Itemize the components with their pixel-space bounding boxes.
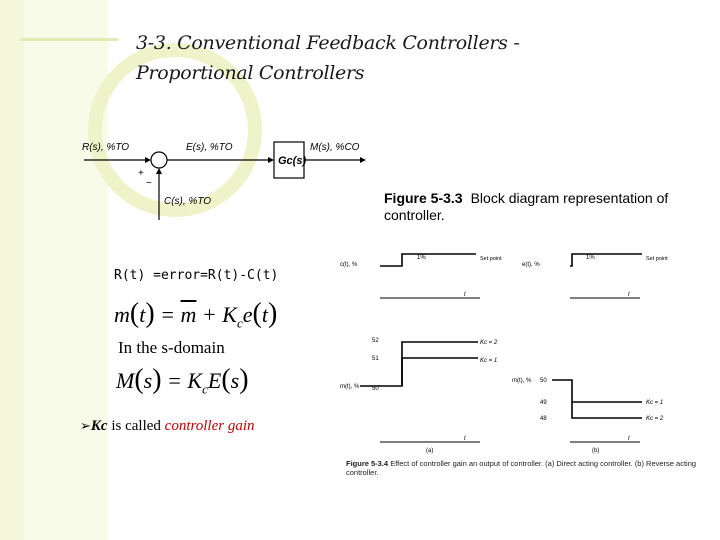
title-line-1: 3-3. Conventional Feedback Controllers - (136, 32, 520, 54)
plot-step-left-top: 1% (417, 255, 426, 261)
s-domain-label: In the s-domain (118, 338, 225, 357)
error-equation: R(t) =error=R(t)-C(t) (114, 268, 279, 283)
plot-setpoint-left-top: Set point (480, 256, 502, 262)
e-label: E(s), %TO (186, 142, 233, 153)
figure-5-3-3-number: Figure 5-3.3 (384, 190, 463, 206)
figure-5-3-3-text: Block diagram representation of controller. (384, 190, 669, 223)
plot-ylabel-right-top: e(t), % (522, 262, 540, 268)
plot-kc-right-low: Kc = 2 (646, 416, 664, 422)
figure-5-3-4-text: Effect of controller gain an output of controller. (a) Direct acting controller. (b) Reverse acting controller. (346, 459, 697, 477)
plot-panel-b: (b) (592, 448, 600, 454)
plot-xlabel-right-bottom: t (628, 436, 630, 442)
arrow-bullet-icon: ➢ (80, 419, 91, 434)
r-label: R(s), %TO (82, 142, 130, 153)
left-band-light (24, 0, 108, 540)
figure-5-3-3-caption (384, 190, 684, 224)
plot-kc-left-low: Kc = 1 (480, 358, 498, 364)
block-diagram (80, 132, 370, 222)
left-band (0, 0, 24, 540)
plot-kc-right-high: Kc = 1 (646, 400, 664, 406)
plot-setpoint-right-top: Set point (646, 256, 668, 262)
time-domain-equation: $m(t) = \overline{m} + K_ce(t)$ (114, 298, 278, 331)
plot-tick-right-50: 50 (540, 378, 547, 384)
gc-label: Gc(s) (278, 155, 307, 167)
c-label: C(s), %TO (164, 196, 212, 207)
controller-gain-text: controller gain (164, 418, 255, 434)
figure-5-3-4-caption (346, 459, 716, 477)
plot-panel-a: (a) (426, 448, 434, 454)
s-domain-equation: $M(s) = K_cE(s)$ (116, 364, 249, 397)
kc-note-middle: is called (107, 418, 165, 434)
slide-title (136, 28, 556, 88)
minus-sign: − (146, 178, 152, 189)
plot-xlabel-left-bottom: t (464, 436, 466, 442)
step-response-plots (340, 244, 710, 460)
m-label: M(s), %CO (310, 142, 360, 153)
plot-tick-right-49: 49 (540, 400, 547, 406)
plot-xlabel-right-top: t (628, 292, 630, 298)
plot-kc-left-high: Kc = 2 (480, 340, 498, 346)
kc-symbol: Kc (90, 418, 108, 434)
kc-note (80, 418, 255, 435)
plot-ylabel-left-bottom: m(t), % (340, 384, 360, 390)
title-line-2: Proportional Controllers (136, 62, 365, 84)
plot-xlabel-left-top: t (464, 292, 466, 298)
figure-5-3-4-number: Figure 5-3.4 (346, 459, 389, 468)
plot-tick-left-50: 50 (372, 386, 379, 392)
plot-tick-left-52: 52 (372, 338, 379, 344)
plot-tick-left-51: 51 (372, 356, 379, 362)
plot-ylabel-right-bottom: m(t), % (512, 378, 532, 384)
summing-junction (151, 152, 167, 168)
plot-step-right-top: 1% (586, 255, 595, 261)
deco-line (20, 38, 118, 41)
plot-tick-right-48: 48 (540, 416, 547, 422)
plus-sign: + (138, 168, 144, 179)
plot-ylabel-left-top: c(t), % (340, 262, 358, 268)
